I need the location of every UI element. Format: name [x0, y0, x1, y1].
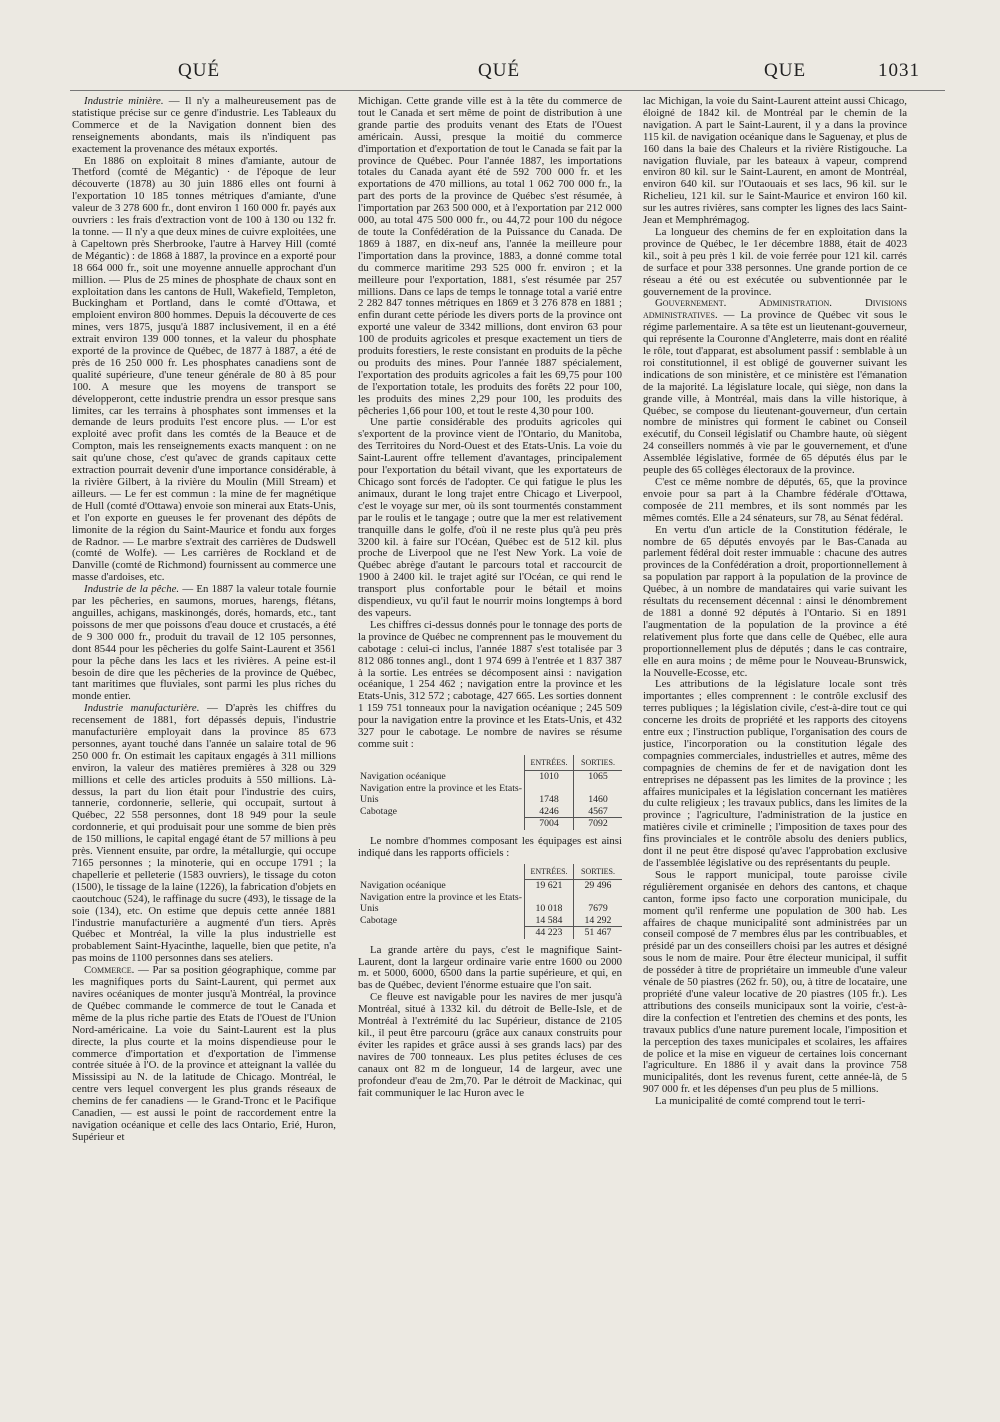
column-2: [358, 96, 622, 1406]
row-label: Navigation entre la province et les Etats-Unis: [360, 782, 522, 806]
paragraph: [72, 156, 336, 585]
column-2-text-c: [358, 945, 622, 1100]
section-lead: Industrie manufacturière.: [84, 702, 200, 715]
cell-in: 19 621: [525, 880, 574, 892]
cell-out: 14 292: [574, 915, 623, 927]
paragraph: [643, 525, 907, 680]
paragraph-text: Les chiffres ci-dessus donnés pour le tonnage des ports de la province de Québec ne comprennent pas le mouvement du cabotage : celui-ci inclus, l'année 1887 s'est totalisée par 3 812 086 tonnes angl., dont 1 974 699 à l'entrée et 1 837 387 à la sortie. Les entrées se décomposent ainsi : navigation océanique, 1 254 462 ; navigation entre la province et les Etats-Unis, 312 572 ; cabotage, 427 665. Les sorties donnent 1 159 751 tonneaux pour la navigation océanique ; 245 509 pour la navigation entre la province et les Etats-Unis, et 432 327 pour le cabotage. Le nombre de navires se résume comme suit :: [358, 618, 622, 750]
crews-table: [358, 864, 622, 939]
section-lead: Industrie de la pêche.: [84, 583, 180, 596]
paragraph-text: La longueur des chemins de fer en exploitation dans la province de Québec, le 1er décembre 1888, était de 4023 kil., soit à peu près 1 kil. de voie ferrée pour 121 kil. carrés de surface et pour 338 personnes. Une grande portion de ce réseau a été ou est exécutée ou subventionnée par le gouvernement de la province.: [643, 225, 907, 298]
cell-out: 7679: [574, 892, 623, 915]
paragraph-text: Michigan. Cette grande ville est à la tête du commerce de tout le Canada et sert même de point de distribution à une grande partie des produits venant des Etats de l'Ouest américain. Aussi, presque la moitié du commerce d'importation et d'exportation de tout le Canada se fait par la province de Québec. Pour l'année 1887, les importations totales du Canada ayant été de 592 700 000 fr. et les exportations de 470 millions, au total 1 062 700 000 fr., la part des ports de la province de Québec s'est résumée, à l'importation par 263 500 000, et à l'exportation par 212 000 000, au total 475 500 000 fr., ou 44,72 pour 100 du négoce de toute la Confédération de la Puissance du Canada. De 1869 à 1887, en dix-neuf ans, l'année la meilleure pour l'importation dans la province, 1883, a donné comme total du commerce maritime 293 525 000 fr. environ ; et la meilleure pour l'exportation, 1881, s'est résumée par 257 millions. Dans ce laps de temps le tonnage total a varié entre 2 282 847 tonnes métriques en 1869 et 3 276 878 en 1881 ; enfin durant cette période les divers ports de la province ont exporté une valeur de 3342 millions, dont environ 63 pour 100 de produits agricoles et presque exactement un tiers de produits forestiers, le reste consistant en produits de la pêche ou produits des mines. Pour l'année 1887 spécialement, l'exportation des produits agricoles a fait les 69,75 pour 100 de l'exportation totale, les produits des forêts 22 pour 100, les produits des mines 2,29 pour 100, les produits des pêcheries 1,66 pour 100, et tout le reste 4,30 pour 100.: [358, 96, 622, 417]
paragraph: [358, 836, 622, 860]
ships-table: [358, 755, 622, 830]
header-rule: [70, 90, 945, 91]
paragraph-text: Les attributions de la législature locale sont très importantes ; elles comprennent : le contrôle exclusif des terres publiques ; la législation civile, c'est-à-dire tout ce qui concerne les droits de propriété et les rapports des citoyens entre eux ; l'instruction publique, l'organisation des cours de justice, l'incorporation ou la constitution légale des compagnies commerciales, industrielles et autres, même des compagnies de chemins de fer et de navigation dont les entreprises ne dépassent pas les limites de la province ; les affaires municipales et la législation concernant les matières du culte religieux ; les travaux publics, dans les limites de la province ; l'agriculture, l'administration de la justice en matières civile et criminelle ; l'imposition de taxes pour des fins provinciales et le contrôle absolu des deniers publics, dont il ne peut être disposé qu'avec l'approbation exclusive de l'assemblée législative ou des représentants du peuple.: [643, 678, 907, 869]
cell-out: 29 496: [574, 880, 623, 892]
paragraph-text: Ce fleuve est navigable pour les navires de mer jusqu'à Montréal, situé à 1332 kil. du détroit de Belle-Isle, et de Montréal à l'extrémité du lac Supérieur, distance de 2105 kil., il peut être parcouru (grâce aux canaux construits pour éviter les rapides et grâce aussi à ses grands lacs) par des navires de 700 tonneaux. Les plus petites écluses de ces canaux ont 82 m de longueur, 14 de largeur, avec une profondeur d'eau de 2m,70. Par le détroit de Mackinac, qui fait communiquer le lac Huron avec le: [358, 991, 622, 1099]
row-label: Navigation océanique: [360, 880, 446, 892]
table-row: [358, 806, 622, 818]
cell-in: 4246: [525, 806, 574, 818]
paragraph: [643, 96, 907, 227]
table-row: [358, 915, 622, 927]
row-label: Navigation entre la province et les Etats-Unis: [360, 891, 522, 915]
cell-in: 14 584: [525, 915, 574, 927]
cell-out: 1460: [574, 783, 623, 806]
paragraph: [643, 870, 907, 1096]
cell-in: 10 018: [525, 892, 574, 915]
table-total-row: [358, 818, 622, 830]
header-center: QUÉ: [478, 60, 521, 81]
paragraph-text: Sous le rapport municipal, toute paroisse civile régulièrement organisée en dehors des cantons, et chaque canton, forme ipso facto une corporation municipale, du moment qu'il renferme une population de 300 hab. Les affaires de chaque municipalité sont administrées par un conseil composé de 7 membres élus par les contribuables, et présidé par un des conseillers choisi par les autres et désigné sous le nom de maire. Pour être électeur municipal, il suffit de posséder à titre de propriétaire un immeuble d'une valeur vénale de 50 piastres (262 fr. 50), ou, à titre de locataire, une propriété d'une valeur locative de 20 piastres (105 fr.). Les attributions des conseils municipaux sont la voirie, c'est-à-dire la confection et l'entretien des chemins et des ponts, les travaux publics d'une nature purement locale, l'imposition et la perception des taxes municipales et scolaires, les affaires de police et la mise en vigueur de certaines lois concernant l'agriculture. En 1886 il y avait dans la province 758 municipalités, dont les revenus furent, cette année-là, de 5 907 000 fr. et les dépenses d'un peu plus de 5 millions.: [643, 868, 907, 1096]
running-header: [70, 60, 950, 90]
paragraph-text: lac Michigan, la voie du Saint-Laurent atteint aussi Chicago, éloigné de 1842 kil. de Montréal par le chemin de la navigation. A part le Saint-Laurent, il y a dans la province 115 kil. de navigation océanique dans le Saguenay, et plus de 160 dans la baie des Chaleurs et la rivière Ristigouche. La navigation fluviale, par les bateaux à vapeur, comprend environ 80 kil. sur le Saint-Laurent, en amont de Montréal, environ 640 kil. sur l'Outaouais et ses lacs, 96 kil. sur le Richelieu, 121 kil. sur le Saint-Maurice et environ 160 kil. sur les autres rivières, sans compter les lignes des lacs Saint-Jean et Memphrémagog.: [643, 96, 907, 227]
paragraph-text: — D'après les chiffres du recensement de 1881, fort dépassés depuis, l'industrie manufacturière employait dans la province 85 673 personnes, ayant touché dans l'année un salaire total de 96 250 000 fr. On estimait les capitaux engagés à 311 millions environ, la valeur des matières premières à 328 ou 329 millions et celle des articles produits à 550 millions. Là-dessus, la part du lion était pour l'industrie des cuirs, tannerie, cordonnerie, sellerie, qui occupait, surtout à Québec, 22 558 personnes, dont 18 949 pour la seule cordonnerie, et qui produisait pour une somme de bien près de 150 millions, le capital engagé étant de 57 millions à peu près. Viennent ensuite, par ordre, la métallurgie, qui occupe 7165 personnes ; la minoterie, qui en occupe 1791 ; la chapellerie et pelleterie (1583 ouvriers), le tissage du coton (1500), le tissage de la laine (1226), la fabrication d'objets en caoutchouc (524), le raffinage du sucre (493), le tissage de la soie (134), etc. On estime que depuis cette année 1881 l'industrie manufacturière a augmenté d'un tiers. Après Québec et Montréal, la ville la plus industrielle est probablement Saint-Hyacinthe, laquelle, bien que petite, n'a pas moins de 1100 personnes dans ses ateliers.: [72, 702, 336, 965]
paragraph: [643, 227, 907, 298]
table-row: [358, 892, 622, 915]
paragraph-text: — Il n'y a malheureusement pas de statistique précise sur ce genre d'industrie. Les Tableaux du Commerce et de la Navigation donnent bien des renseignements abondants, mais ils n'indiquent pas exactement la provenance des métaux exportés.: [72, 96, 336, 155]
table-row: [358, 880, 622, 892]
paragraph: [358, 620, 622, 751]
paragraph: [72, 584, 336, 703]
paragraph-text: Le nombre d'hommes composant les équipages est ainsi indiqué dans les rapports officiels :: [358, 834, 622, 859]
paragraph-text: — Par sa position géographique, comme par les magnifiques ports du Saint-Laurent, qui permet aux navires océaniques de monter jusqu'à Montréal, la province de Québec commande le commerce de tout le Canada et même de la plus riche partie des Etats de l'Ouest de l'Union Nord-américaine. La voie du Saint-Laurent est la plus directe, la plus courte et la moins dispendieuse pour le commerce d'importation et d'exportation de l'immense contrée située à l'O. de la province et atteignant la vallée du Mississipi au N. de la latitude de Chicago. Montréal, le centre vers lequel convergent les plus grands réseaux de chemins de fer canadiens — le Grand-Tronc et le Pacifique Canadien, — est aussi le point de raccordement entre la navigation océanique et celle des lacs Ontario, Erié, Huron, Supérieur et: [72, 964, 336, 1143]
section-lead: Commerce.: [84, 964, 135, 977]
paragraph: [643, 679, 907, 870]
crews-header-in: ENTRÉES.: [525, 864, 574, 880]
paragraph: [643, 477, 907, 525]
paragraph-text: En 1886 on exploitait 8 mines d'amiante, autour de Thetford (comté de Mégantic) · de l'époque de leur découverte (1878) au 30 juin 1886 elles ont fourni à l'exportation 10 185 tonnes métriques d'amiante, d'une valeur de 3 278 600 fr., dont environ 1 160 000 fr. payés aux ouvriers : les frais d'extraction vont de 100 à 130 ou 132 fr. la tonne. — Il n'y a que deux mines de cuivre exploitées, une à Capeltown près Sherbrooke, l'autre à Harvey Hill (comté de Mégantic) : de 1868 à 1887, la province en a exporté pour 18 664 000 fr., soit une moyenne annuelle approchant d'un million. — Plus de 25 mines de phosphate de chaux sont en exploitation dans les cantons de Hull, Wakefield, Templeton, Buckingham et Portland, dans le comté d'Ottawa, et emploient environ 800 hommes. Depuis la découverte de ces mines, vers 1875, jusqu'à 1887 inclusivement, il en a été extrait environ 139 000 tonnes, et la valeur du phosphate exporté de la province de Québec, de 1877 à 1887, a été de près de 16 250 000 fr. Les phosphates canadiens sont de qualité supérieure, d'une teneur générale de 80 à 85 pour 100. A mesure que les moyens de transport se développeront, cette industrie prendra un essor presque sans limites, car les terrains à phosphates sont immenses et la demande de leurs produits l'est encore plus. — L'or est exploité avec profit dans les comtés de la Beauce et de Compton, mais les renseignements exacts manquent : on ne sait qu'une chose, c'est qu'avec de grands capitaux cette extraction pourrait devenir d'une importance considérable, à la rivière Gilbert, à la rivière du Moulin (Mill Stream) et ailleurs. — Le fer est commun : la mine de fer magnétique de Hull (comté d'Ottawa) envoie son minerai aux Etats-Unis, et l'on exporte en gueuses le fer provenant des dépôts de limonite de la région du Saint-Maurice et fondu aux forges de Radnor. — Le marbre s'extrait des carrières de Dudswell (comté de Wolfe). — Les carrières de Rockland et de Danville (comté de Richmond) fournissent au commerce une masse d'ardoises, etc.: [72, 154, 336, 584]
cell-in: 1748: [525, 783, 574, 806]
paragraph-text: C'est ce même nombre de députés, 65, que la province envoie pour sa part à la Chambre fédérale d'Ottawa, composée de 211 membres, et ils sont nommés par les mêmes comtés. Elle a 24 sénateurs, sur 78, au Sénat fédéral.: [643, 476, 907, 524]
paragraph: [72, 96, 336, 156]
section-lead: Industrie minière.: [84, 96, 164, 107]
paragraph: [358, 96, 622, 417]
paragraph-text: La municipalité de comté comprend tout le terri-: [655, 1095, 866, 1108]
header-left: QUÉ: [178, 60, 221, 81]
paragraph: [72, 965, 336, 1144]
row-label: Cabotage: [360, 806, 397, 818]
paragraph: [643, 1096, 907, 1108]
column-2-text-a: [358, 96, 622, 751]
paragraph-text: Une partie considérable des produits agricoles qui s'exportent de la province vient de l'Ontario, du Manitoba, des Territoires du Nord-Ouest et des Etats-Unis. La voie du Saint-Laurent offre tellement d'avantages, principalement pour l'exportation du bétail vivant, que les exportateurs de Chicago sont forcés de l'adopter. Ce qui fatigue le plus les animaux, durant le long trajet entre Chicago et Liverpool, c'est le voyage sur mer, où ils sont tourmentés constamment par le roulis et le tangage ; outre que la mer est relativement tranquille dans le golfe, d'où il ne reste plus qu'à peu près 3200 kil. à faire sur l'Océan, Québec est de 512 kil. plus proche de Liverpool que ne l'est New York. La voie de Québec abrège d'autant le parcours total et raccourcit de 1900 à 2400 kil. le trajet agité sur l'Océan, ce qui rend le transport plus confortable pour le bétail et moins dispendieux, vu qu'il faut le nourrir moins longtemps à bord des vapeurs.: [358, 416, 622, 619]
row-label: Cabotage: [360, 915, 397, 927]
ships-header-out: SORTIES.: [574, 755, 623, 771]
cell-out: 1065: [574, 771, 623, 783]
column-3: [643, 96, 907, 1406]
row-label: Navigation océanique: [360, 771, 446, 783]
section-lead: Gouvernement. Administration. Divisions administratives.: [643, 297, 907, 322]
total-out: 7092: [574, 818, 623, 830]
paragraph: [358, 945, 622, 993]
paragraph: [643, 298, 907, 477]
crews-header-out: SORTIES.: [574, 864, 623, 880]
cell-out: 4567: [574, 806, 623, 818]
cell-in: 1010: [525, 771, 574, 783]
paragraph: [358, 417, 622, 619]
paragraph-text: La grande artère du pays, c'est le magnifique Saint-Laurent, dont la largeur ordinaire varie entre 1600 ou 2000 m. et 5000, 6000, 6500 dans la partie supérieure, et qui, en bas de Québec, devient l'énorme estuaire que l'on sait.: [358, 943, 622, 992]
total-out: 51 467: [574, 927, 623, 939]
column-1: [72, 96, 336, 1406]
column-2-text-b: [358, 836, 622, 860]
total-in: 7004: [525, 818, 574, 830]
total-in: 44 223: [525, 927, 574, 939]
paragraph: [72, 703, 336, 965]
paragraph-text: — En 1887 la valeur totale fournie par les pêcheries, en saumons, morues, harengs, flétans, anguilles, achigans, maskinongés, dorés, homards, etc., tant poissons de mer que poissons d'eau douce et crustacés, a été de 9 300 000 fr., produit du travail de 12 105 personnes, dont 8544 pour les pêcheries du golfe Saint-Laurent et 3561 pour la pêche dans les lacs et les rivières. A peine est-il besoin de dire que les pêcheries de la province de Québec, tant maritimes que fluviales, sont parmi les plus riches du monde entier.: [72, 583, 336, 703]
table-row: [358, 771, 622, 783]
paragraph-text: — La province de Québec vit sous le régime parlementaire. A sa tête est un lieutenant-gouverneur, qui représente la Couronne d'Angleterre, mais dont en réalité le rôle, tout d'apparat, est absolument passif : semblable à un roi constitutionnel, il est obligé de gouverner suivant les indications de son ministère, et ce ministère est l'émanation de la majorité. La législature locale, qui siège, non dans la grande ville, à Montréal, mais dans la ville historique, à Québec, se compose du lieutenant-gouverneur, d'un certain nombre de ministres qui forment le cabinet ou Conseil exécutif, du Conseil législatif ou Chambre haute, où siègent 24 conseillers nommés à vie par le gouvernement, et d'une Assemblée législative, formée de 65 députés élus par le peuple des 65 collèges électoraux de la province.: [643, 309, 907, 477]
header-right: QUE: [764, 60, 807, 81]
page-number: 1031: [878, 60, 920, 81]
paragraph-text: En vertu d'un article de la Constitution fédérale, le nombre de 65 députés envoyés par le Bas-Canada au parlement fédéral doit rester immuable : chacune des autres provinces de la Confédération a droit, proportionnellement à sa population par rapport à la population de la province de Québec, à un nombre de mandataires qui varie suivant les résultats du recensement décennal : ainsi le dénombrement de 1881 a donné 92 députés à l'Ontario. Si en 1891 l'augmentation de la population de la province a été relativement plus forte que dans celle de Québec, elle aura proportionnellement plus de députés ; dans le cas contraire, elle en aura moins ; de même pour le Nouveau-Brunswick, la Nouvelle-Ecosse, etc.: [643, 523, 907, 679]
ships-header-in: ENTRÉES.: [525, 755, 574, 771]
paragraph: [358, 992, 622, 1099]
table-total-row: [358, 927, 622, 939]
table-row: [358, 783, 622, 806]
